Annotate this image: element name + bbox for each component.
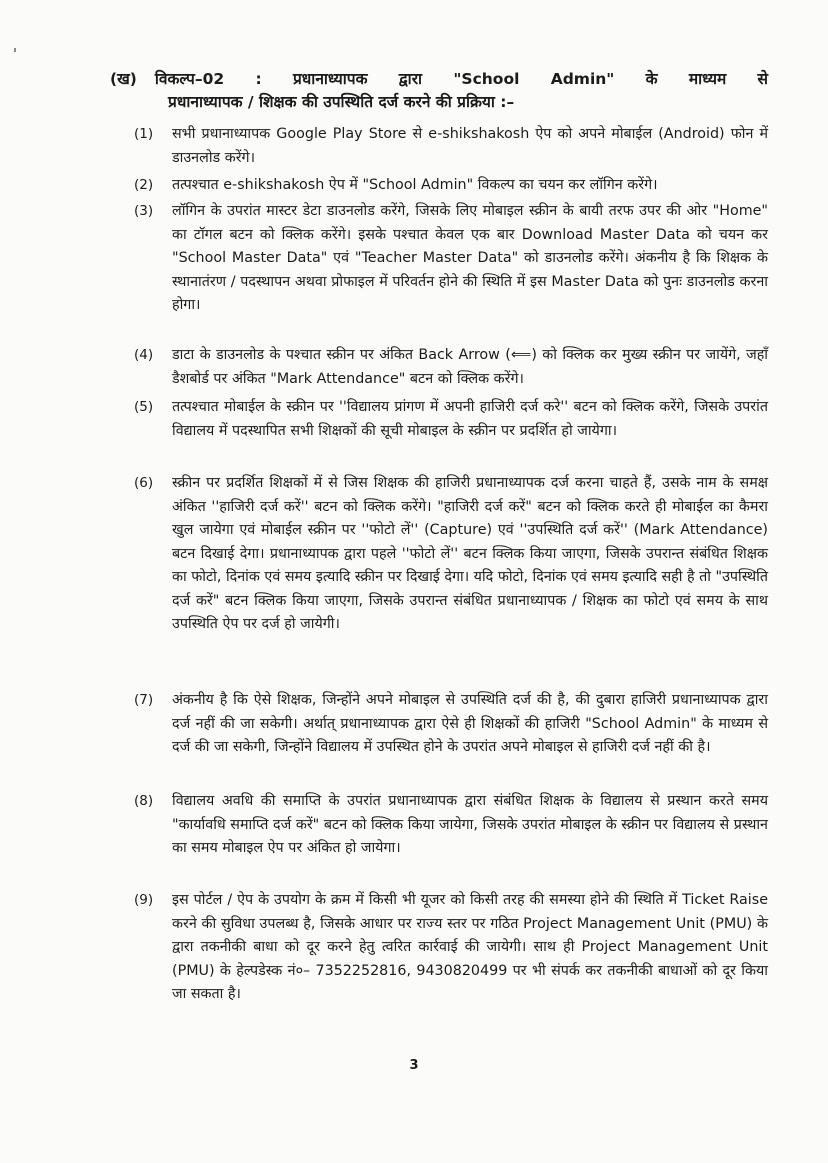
heading-line-1-text: विकल्प–02 : प्रधानाध्यापक द्वारा "School Admin" के माध्यम से <box>154 70 768 88</box>
list-item <box>136 396 768 443</box>
item-number: (7) <box>134 692 154 708</box>
item-text: तत्पश्चात मोबाईल के स्क्रीन पर ''विद्यालय प्रांगण में अपनी हाजिरी दर्ज करे'' बटन को क्लिक करेंगे, जिसके उपरांत विद्यालय में पदस्थापित सभी शिक्षकों की सूची मोबाइल के स्क्रीन पर प्रदर्शित हो जायेगा। <box>172 399 768 439</box>
item-text: तत्पश्चात e-shikshakosh ऐप में "School Admin" विकल्प का चयन कर लॉगिन करेंगे। <box>172 177 658 193</box>
list-item <box>136 790 768 861</box>
section-heading <box>110 68 768 114</box>
item-number: (6) <box>134 475 154 491</box>
page-number: 3 <box>409 1058 419 1073</box>
item-number: (8) <box>134 793 154 809</box>
list-item <box>136 174 768 198</box>
item-text: इस पोर्टल / ऐप के उपयोग के क्रम में किसी भी यूजर को किसी तरह की समस्या होने की स्थिति में Ticket Raise करने की सुविधा उपलब्ध है, जिसके आधार पर राज्य स्तर पर गठित Project Management Unit (PMU) के द्वारा तकनीकी बाधा को दूर करने हेतु त्वरित कार्रवाई की जायेगी। साथ ही Project Management Unit (PMU) के हेल्पडेस्क नं०– 7352252816, 9430820499 पर भी संपर्क कर तकनीकी बाधाओं को दूर किया जा सकता है। <box>172 892 768 1002</box>
item-text: डाटा के डाउनलोड के पश्चात स्क्रीन पर अंकित Back Arrow (⟸) को क्लिक कर मुख्य स्क्रीन पर जायेंगे, जहाँ डैशबोर्ड पर अंकित "Mark Attendance" बटन को क्लिक करेंगे। <box>172 347 768 387</box>
item-number: (9) <box>134 892 154 908</box>
item-text: लॉगिन के उपरांत मास्टर डेटा डाउनलोड करेंगे, जिसके लिए मोबाइल स्क्रीन के बायी तरफ उपर की ओर "Home" का टॉगल बटन को क्लिक करेंगे। इसके पश्चात केवल एक बार Download Master Data को चयन कर "School Master Data" एवं "Teacher Master Data" को डाउनलोड करेंगे। अंकनीय है कि शिक्षक के स्थानातंरण / पदस्थापन अथवा प्रोफाइल में परिवर्तन होने की स्थिति में इस Master Data को पुनः डाउनलोड करना होगा। <box>172 203 768 313</box>
heading-marker: (ख) <box>110 70 137 88</box>
list-item <box>136 344 768 391</box>
list-item <box>136 689 768 760</box>
item-number: (3) <box>134 203 154 219</box>
list-item <box>136 200 768 318</box>
item-text: सभी प्रधानाध्यापक Google Play Store से e-shikshakosh ऐप को अपने मोबाईल (Android) फोन में डाउनलोड करेंगे। <box>172 126 768 166</box>
item-number: (5) <box>134 399 154 415</box>
item-number: (1) <box>134 126 154 142</box>
list-item <box>136 472 768 637</box>
heading-line-1 <box>110 68 768 91</box>
item-number: (2) <box>134 177 154 193</box>
item-text: स्क्रीन पर प्रदर्शित शिक्षकों में से जिस शिक्षक की हाजिरी प्रधानाध्यापक दर्ज करना चाहते हैं, उसके नाम के समक्ष अंकित ''हाजिरी दर्ज करें'' बटन को क्लिक करेंगे। "हाजिरी दर्ज करें" बटन को क्लिक करते ही मोबाईल का कैमरा खुल जायेगा एवं मोबाईल स्क्रीन पर ''फोटो लें'' (Capture) एवं ''उपस्थिति दर्ज करें'' (Mark Attendance) बटन दिखाई देगा। प्रधानाध्यापक द्वारा पहले ''फोटो लें'' बटन क्लिक किया जाएगा, जिसके उपरान्त संबंधित शिक्षक का फोटो, दिनांक एवं समय इत्यादि स्क्रीन पर दिखाई देगा। यदि फोटो, दिनांक एवं समय इत्यादि सही है तो "उपस्थिति दर्ज करें" बटन क्लिक किया जाएगा, जिसके उपरान्त संबंधित प्रधानाध्यापक / शिक्षक का फोटो एवं समय के साथ उपस्थिति ऐप पर दर्ज हो जायेगी। <box>172 475 768 632</box>
item-number: (4) <box>134 347 154 363</box>
scan-mark <box>14 48 16 52</box>
item-text: विद्यालय अवधि की समाप्ति के उपरांत प्रधानाध्यापक द्वारा संबंधित शिक्षक के विद्यालय से प्रस्थान करते समय "कार्यावधि समाप्ति दर्ज करें" बटन को क्लिक किया जायेगा, जिसके उपरांत मोबाइल के स्क्रीन पर विद्यालय से प्रस्थान का समय मोबाइल ऐप पर अंकित हो जायेगा। <box>172 793 768 856</box>
heading-line-2: प्रधानाध्यापक / शिक्षक की उपस्थिति दर्ज करने की प्रक्रिया :– <box>168 93 515 111</box>
item-text: अंकनीय है कि ऐसे शिक्षक, जिन्होंने अपने मोबाइल से उपस्थिति दर्ज की है, की दुबारा हाजिरी प्रधानाध्यापक द्वारा दर्ज नहीं की जा सकेगी। अर्थात् प्रधानाध्यापक द्वारा ऐसे ही शिक्षकों की हाजिरी "School Admin" के माध्यम से दर्ज की जा सकेगी, जिन्होंने विद्यालय में उपस्थित होने के उपरांत अपने मोबाइल से हाजिरी दर्ज नहीं की है। <box>172 692 768 755</box>
list-item <box>136 123 768 170</box>
list-item <box>136 889 768 1007</box>
